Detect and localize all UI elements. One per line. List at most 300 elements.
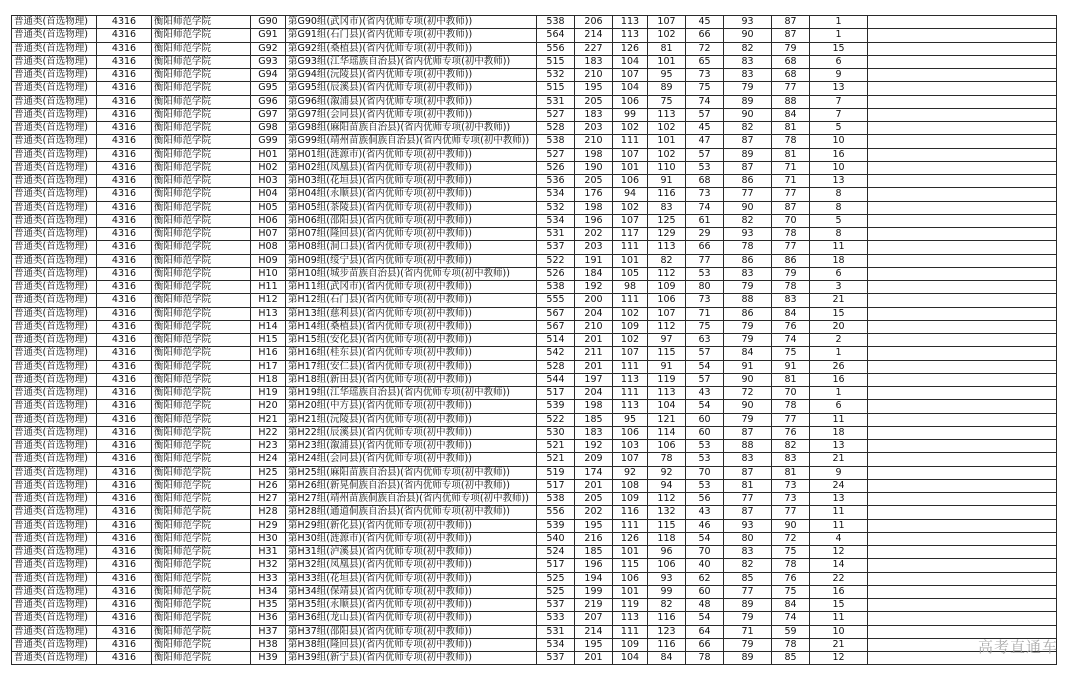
table-cell: 75 (772, 585, 810, 598)
table-cell: 61 (686, 214, 724, 227)
table-cell: 87 (724, 426, 772, 439)
table-cell: 15 (810, 42, 868, 55)
table-cell: 113 (648, 387, 686, 400)
table-cell: 89 (724, 652, 772, 665)
table-cell: 83 (724, 453, 772, 466)
table-row (12, 241, 1057, 254)
table-cell: 衡阳师范学院 (152, 453, 251, 466)
table-cell: 82 (724, 42, 772, 55)
table-cell: 533 (537, 612, 575, 625)
table-cell: 第H27组(靖州苗族侗族自治县)(省内优师专项(初中教师)) (286, 493, 537, 506)
table-cell: 111 (613, 294, 648, 307)
table-cell: 216 (575, 532, 613, 545)
empty-cell (868, 69, 1057, 82)
empty-cell (868, 387, 1057, 400)
table-cell: 207 (575, 612, 613, 625)
table-cell: 43 (686, 506, 724, 519)
table-cell: G98 (251, 122, 286, 135)
table-cell: 21 (810, 294, 868, 307)
table-cell: H25 (251, 466, 286, 479)
table-cell: 115 (613, 559, 648, 572)
empty-cell (868, 426, 1057, 439)
table-cell: 衡阳师范学院 (152, 320, 251, 333)
table-cell: 101 (613, 585, 648, 598)
table-cell: 15 (810, 599, 868, 612)
table-cell: 90 (724, 400, 772, 413)
table-cell: 16 (810, 373, 868, 386)
table-cell: 83 (724, 55, 772, 68)
table-cell: 91 (772, 360, 810, 373)
table-row (12, 294, 1057, 307)
table-cell: 54 (686, 400, 724, 413)
table-cell: 200 (575, 294, 613, 307)
empty-cell (868, 599, 1057, 612)
table-cell: 普通类(首选物理) (12, 188, 97, 201)
table-cell: 衡阳师范学院 (152, 69, 251, 82)
table-row (12, 148, 1057, 161)
table-cell: 第H10组(城步苗族自治县)(省内优师专项(初中教师)) (286, 267, 537, 280)
table-cell: H06 (251, 214, 286, 227)
table-cell: 第G91组(石门县)(省内优师专项(初中教师)) (286, 29, 537, 42)
table-cell: 1 (810, 387, 868, 400)
table-cell: 72 (772, 532, 810, 545)
table-cell: 90 (724, 201, 772, 214)
table-cell: 衡阳师范学院 (152, 599, 251, 612)
table-cell: 57 (686, 373, 724, 386)
table-cell: H09 (251, 254, 286, 267)
table-cell: 540 (537, 532, 575, 545)
table-row (12, 652, 1057, 665)
table-cell: 107 (648, 307, 686, 320)
table-cell: 204 (575, 307, 613, 320)
table-cell: 119 (648, 373, 686, 386)
table-cell: 86 (772, 254, 810, 267)
table-cell: 衡阳师范学院 (152, 493, 251, 506)
table-cell: 95 (613, 413, 648, 426)
table-cell: 4316 (97, 532, 152, 545)
table-cell: 105 (613, 267, 648, 280)
table-cell: G94 (251, 69, 286, 82)
table-cell: 81 (648, 42, 686, 55)
table-cell: 普通类(首选物理) (12, 108, 97, 121)
table-cell: 衡阳师范学院 (152, 466, 251, 479)
table-cell: 75 (648, 95, 686, 108)
table-cell: 536 (537, 175, 575, 188)
table-cell: 71 (772, 161, 810, 174)
table-cell: 73 (772, 479, 810, 492)
table-cell: 4316 (97, 612, 152, 625)
table-cell: 18 (810, 254, 868, 267)
table-cell: 70 (772, 387, 810, 400)
table-cell: 普通类(首选物理) (12, 334, 97, 347)
table-cell: 530 (537, 426, 575, 439)
table-cell: 衡阳师范学院 (152, 228, 251, 241)
table-cell: 衡阳师范学院 (152, 188, 251, 201)
table-cell: 4316 (97, 175, 152, 188)
table-cell: H39 (251, 652, 286, 665)
table-cell: 普通类(首选物理) (12, 519, 97, 532)
table-cell: 13 (810, 175, 868, 188)
table-cell: 99 (648, 585, 686, 598)
table-row (12, 546, 1057, 559)
table-cell: 96 (648, 546, 686, 559)
table-cell: 4316 (97, 42, 152, 55)
table-cell: 77 (724, 585, 772, 598)
empty-cell (868, 254, 1057, 267)
table-cell: 106 (648, 294, 686, 307)
table-cell: 90 (724, 29, 772, 42)
table-cell: 衡阳师范学院 (152, 55, 251, 68)
table-row (12, 254, 1057, 267)
table-cell: H20 (251, 400, 286, 413)
table-cell: 198 (575, 148, 613, 161)
table-cell: 183 (575, 55, 613, 68)
table-cell: 517 (537, 559, 575, 572)
table-cell: 普通类(首选物理) (12, 82, 97, 95)
table-cell: H33 (251, 572, 286, 585)
table-cell: 201 (575, 360, 613, 373)
table-cell: 81 (772, 466, 810, 479)
table-cell: 86 (724, 254, 772, 267)
table-cell: 107 (613, 347, 648, 360)
table-cell: 90 (724, 373, 772, 386)
table-cell: 衡阳师范学院 (152, 479, 251, 492)
table-cell: H24 (251, 453, 286, 466)
table-cell: 衡阳师范学院 (152, 559, 251, 572)
table-row (12, 532, 1057, 545)
table-cell: 普通类(首选物理) (12, 95, 97, 108)
table-cell: 68 (772, 55, 810, 68)
table-cell: 53 (686, 453, 724, 466)
table-cell: 衡阳师范学院 (152, 281, 251, 294)
table-cell: 538 (537, 281, 575, 294)
table-cell: 4316 (97, 466, 152, 479)
table-cell: 第H23组(溆浦县)(省内优师专项(初中教师)) (286, 440, 537, 453)
empty-cell (868, 307, 1057, 320)
table-cell: 衡阳师范学院 (152, 373, 251, 386)
table-cell: 113 (613, 29, 648, 42)
table-cell: 第G93组(江华瑶族自治县)(省内优师专项(初中教师)) (286, 55, 537, 68)
table-cell: 87 (772, 29, 810, 42)
table-cell: 534 (537, 638, 575, 651)
table-cell: 91 (648, 360, 686, 373)
table-cell: 82 (724, 559, 772, 572)
empty-cell (868, 440, 1057, 453)
table-cell: 4316 (97, 440, 152, 453)
table-cell: 84 (772, 307, 810, 320)
table-cell: 71 (772, 175, 810, 188)
table-cell: 89 (724, 148, 772, 161)
table-cell: 4316 (97, 148, 152, 161)
table-row (12, 188, 1057, 201)
table-cell: 第H38组(隆回县)(省内优师专项(初中教师)) (286, 638, 537, 651)
table-cell: 121 (648, 413, 686, 426)
table-cell: 73 (686, 294, 724, 307)
table-cell: 525 (537, 585, 575, 598)
table-cell: 74 (686, 201, 724, 214)
table-cell: 第H03组(花垣县)(省内优师专项(初中教师)) (286, 175, 537, 188)
table-cell: 84 (772, 108, 810, 121)
table-cell: 24 (810, 479, 868, 492)
table-cell: 衡阳师范学院 (152, 201, 251, 214)
table-cell: 68 (686, 175, 724, 188)
table-row (12, 638, 1057, 651)
table-cell: 114 (648, 426, 686, 439)
empty-cell (868, 612, 1057, 625)
table-cell: 196 (575, 559, 613, 572)
table-cell: 4316 (97, 16, 152, 29)
table-cell: 4316 (97, 426, 152, 439)
table-cell: 79 (724, 638, 772, 651)
table-cell: 538 (537, 16, 575, 29)
table-cell: 83 (648, 201, 686, 214)
table-cell: 12 (810, 652, 868, 665)
table-cell: H03 (251, 175, 286, 188)
table-cell: 214 (575, 625, 613, 638)
table-cell: 第H31组(泸溪县)(省内优师专项(初中教师)) (286, 546, 537, 559)
table-cell: 78 (772, 135, 810, 148)
table-cell: 73 (686, 69, 724, 82)
admission-score-table (11, 15, 1057, 665)
table-cell: 526 (537, 267, 575, 280)
table-row (12, 82, 1057, 95)
table-cell: 84 (648, 652, 686, 665)
table-cell: 97 (648, 334, 686, 347)
table-cell: 普通类(首选物理) (12, 148, 97, 161)
table-row (12, 281, 1057, 294)
table-cell: 527 (537, 108, 575, 121)
table-cell: 528 (537, 360, 575, 373)
table-cell: 衡阳师范学院 (152, 572, 251, 585)
empty-cell (868, 585, 1057, 598)
table-cell: H13 (251, 307, 286, 320)
table-cell: H32 (251, 559, 286, 572)
table-cell: 4316 (97, 559, 152, 572)
empty-cell (868, 214, 1057, 227)
table-cell: 衡阳师范学院 (152, 241, 251, 254)
table-cell: 542 (537, 347, 575, 360)
table-cell: 85 (724, 572, 772, 585)
table-cell: 4316 (97, 546, 152, 559)
table-cell: H26 (251, 479, 286, 492)
table-cell: 196 (575, 214, 613, 227)
table-cell: 4316 (97, 29, 152, 42)
table-cell: 普通类(首选物理) (12, 267, 97, 280)
table-cell: 91 (648, 175, 686, 188)
table-cell: 7 (810, 108, 868, 121)
table-cell: G91 (251, 29, 286, 42)
table-cell: 93 (648, 572, 686, 585)
table-cell: 普通类(首选物理) (12, 585, 97, 598)
empty-cell (868, 294, 1057, 307)
table-cell: 79 (724, 413, 772, 426)
empty-cell (868, 360, 1057, 373)
table-cell: 普通类(首选物理) (12, 347, 97, 360)
table-cell: 111 (613, 387, 648, 400)
table-cell: 普通类(首选物理) (12, 453, 97, 466)
watermark-text: 高考直通车 (977, 638, 1058, 656)
table-cell: 126 (613, 42, 648, 55)
table-cell: 75 (772, 546, 810, 559)
table-cell: 93 (724, 16, 772, 29)
empty-cell (868, 453, 1057, 466)
table-cell: 3 (810, 281, 868, 294)
table-cell: 197 (575, 373, 613, 386)
table-cell: 衡阳师范学院 (152, 135, 251, 148)
table-cell: 第H11组(武冈市)(省内优师专项(初中教师)) (286, 281, 537, 294)
table-cell: 衡阳师范学院 (152, 214, 251, 227)
table-cell: 104 (648, 400, 686, 413)
table-row (12, 466, 1057, 479)
table-cell: 第H12组(石门县)(省内优师专项(初中教师)) (286, 294, 537, 307)
table-cell: G93 (251, 55, 286, 68)
table-cell: 117 (613, 228, 648, 241)
table-cell: H14 (251, 320, 286, 333)
table-cell: 111 (613, 135, 648, 148)
table-cell: 203 (575, 122, 613, 135)
table-cell: 第H13组(慈利县)(省内优师专项(初中教师)) (286, 307, 537, 320)
table-cell: H11 (251, 281, 286, 294)
table-cell: 556 (537, 42, 575, 55)
table-cell: 102 (613, 122, 648, 135)
table-cell: 68 (772, 69, 810, 82)
empty-cell (868, 281, 1057, 294)
table-cell: 4316 (97, 201, 152, 214)
empty-cell (868, 29, 1057, 42)
table-cell: 83 (772, 294, 810, 307)
table-cell: 4316 (97, 652, 152, 665)
table-row (12, 122, 1057, 135)
table-cell: 衡阳师范学院 (152, 161, 251, 174)
table-cell: G92 (251, 42, 286, 55)
table-cell: 第H25组(麻阳苗族自治县)(省内优师专项(初中教师)) (286, 466, 537, 479)
table-cell: 12 (810, 546, 868, 559)
table-cell: 87 (724, 506, 772, 519)
table-cell: 106 (613, 426, 648, 439)
table-cell: 107 (613, 148, 648, 161)
table-cell: 4316 (97, 453, 152, 466)
table-row (12, 108, 1057, 121)
table-row (12, 585, 1057, 598)
table-cell: 79 (724, 320, 772, 333)
table-cell: 210 (575, 135, 613, 148)
table-cell: 20 (810, 320, 868, 333)
table-cell: 81 (724, 479, 772, 492)
table-cell: 衡阳师范学院 (152, 108, 251, 121)
table-cell: 90 (772, 519, 810, 532)
table-cell: 95 (648, 69, 686, 82)
table-cell: 4316 (97, 360, 152, 373)
table-row (12, 42, 1057, 55)
table-cell: 129 (648, 228, 686, 241)
table-cell: 88 (772, 95, 810, 108)
table-cell: 4316 (97, 254, 152, 267)
table-cell: 衡阳师范学院 (152, 82, 251, 95)
table-cell: 11 (810, 413, 868, 426)
table-row (12, 572, 1057, 585)
table-cell: 第G95组(辰溪县)(省内优师专项(初中教师)) (286, 82, 537, 95)
table-cell: 64 (686, 625, 724, 638)
table-cell: 53 (686, 440, 724, 453)
table-cell: 102 (648, 29, 686, 42)
table-cell: 第H07组(隆回县)(省内优师专项(初中教师)) (286, 228, 537, 241)
table-cell: 531 (537, 625, 575, 638)
table-cell: 第H19组(江华瑶族自治县)(省内优师专项(初中教师)) (286, 387, 537, 400)
table-cell: 4 (810, 532, 868, 545)
table-cell: 78 (772, 281, 810, 294)
table-row (12, 267, 1057, 280)
table-cell: 第H34组(保靖县)(省内优师专项(初中教师)) (286, 585, 537, 598)
table-cell: 普通类(首选物理) (12, 506, 97, 519)
table-cell: 514 (537, 334, 575, 347)
table-cell: 85 (772, 652, 810, 665)
table-cell: 衡阳师范学院 (152, 426, 251, 439)
table-cell: 205 (575, 493, 613, 506)
table-cell: 192 (575, 281, 613, 294)
table-cell: 534 (537, 214, 575, 227)
table-cell: 115 (648, 347, 686, 360)
table-cell: 57 (686, 347, 724, 360)
table-cell: 515 (537, 82, 575, 95)
table-cell: 14 (810, 559, 868, 572)
table-cell: 普通类(首选物理) (12, 69, 97, 82)
table-cell: 544 (537, 373, 575, 386)
table-cell: 第H29组(新化县)(省内优师专项(初中教师)) (286, 519, 537, 532)
table-cell: 衡阳师范学院 (152, 42, 251, 55)
table-row (12, 135, 1057, 148)
table-cell: H34 (251, 585, 286, 598)
table-cell: 206 (575, 16, 613, 29)
table-cell: 82 (648, 599, 686, 612)
table-cell: 22 (810, 572, 868, 585)
table-row (12, 440, 1057, 453)
table-cell: 84 (772, 599, 810, 612)
table-cell: 78 (648, 453, 686, 466)
table-cell: 6 (810, 400, 868, 413)
table-cell: 40 (686, 559, 724, 572)
table-cell: H15 (251, 334, 286, 347)
table-cell: 第H28组(通道侗族自治县)(省内优师专项(初中教师)) (286, 506, 537, 519)
table-cell: 214 (575, 29, 613, 42)
table-cell: 204 (575, 387, 613, 400)
table-cell: 普通类(首选物理) (12, 413, 97, 426)
table-cell: 4316 (97, 241, 152, 254)
table-cell: 205 (575, 175, 613, 188)
empty-cell (868, 413, 1057, 426)
table-cell: G95 (251, 82, 286, 95)
table-cell: 88 (724, 294, 772, 307)
table-cell: 183 (575, 426, 613, 439)
table-cell: 195 (575, 82, 613, 95)
table-cell: 102 (613, 334, 648, 347)
table-cell: 126 (613, 532, 648, 545)
table-cell: 75 (686, 320, 724, 333)
table-cell: 11 (810, 519, 868, 532)
table-cell: 4316 (97, 638, 152, 651)
table-cell: 第H22组(辰溪县)(省内优师专项(初中教师)) (286, 426, 537, 439)
empty-cell (868, 201, 1057, 214)
table-cell: 79 (772, 42, 810, 55)
table-cell: 57 (686, 108, 724, 121)
table-row (12, 493, 1057, 506)
table-cell: 89 (724, 95, 772, 108)
table-cell: 第H24组(会同县)(省内优师专项(初中教师)) (286, 453, 537, 466)
table-cell: 普通类(首选物理) (12, 387, 97, 400)
table-cell: 第H20组(中方县)(省内优师专项(初中教师)) (286, 400, 537, 413)
table-row (12, 400, 1057, 413)
table-cell: 衡阳师范学院 (152, 652, 251, 665)
table-cell: 219 (575, 599, 613, 612)
